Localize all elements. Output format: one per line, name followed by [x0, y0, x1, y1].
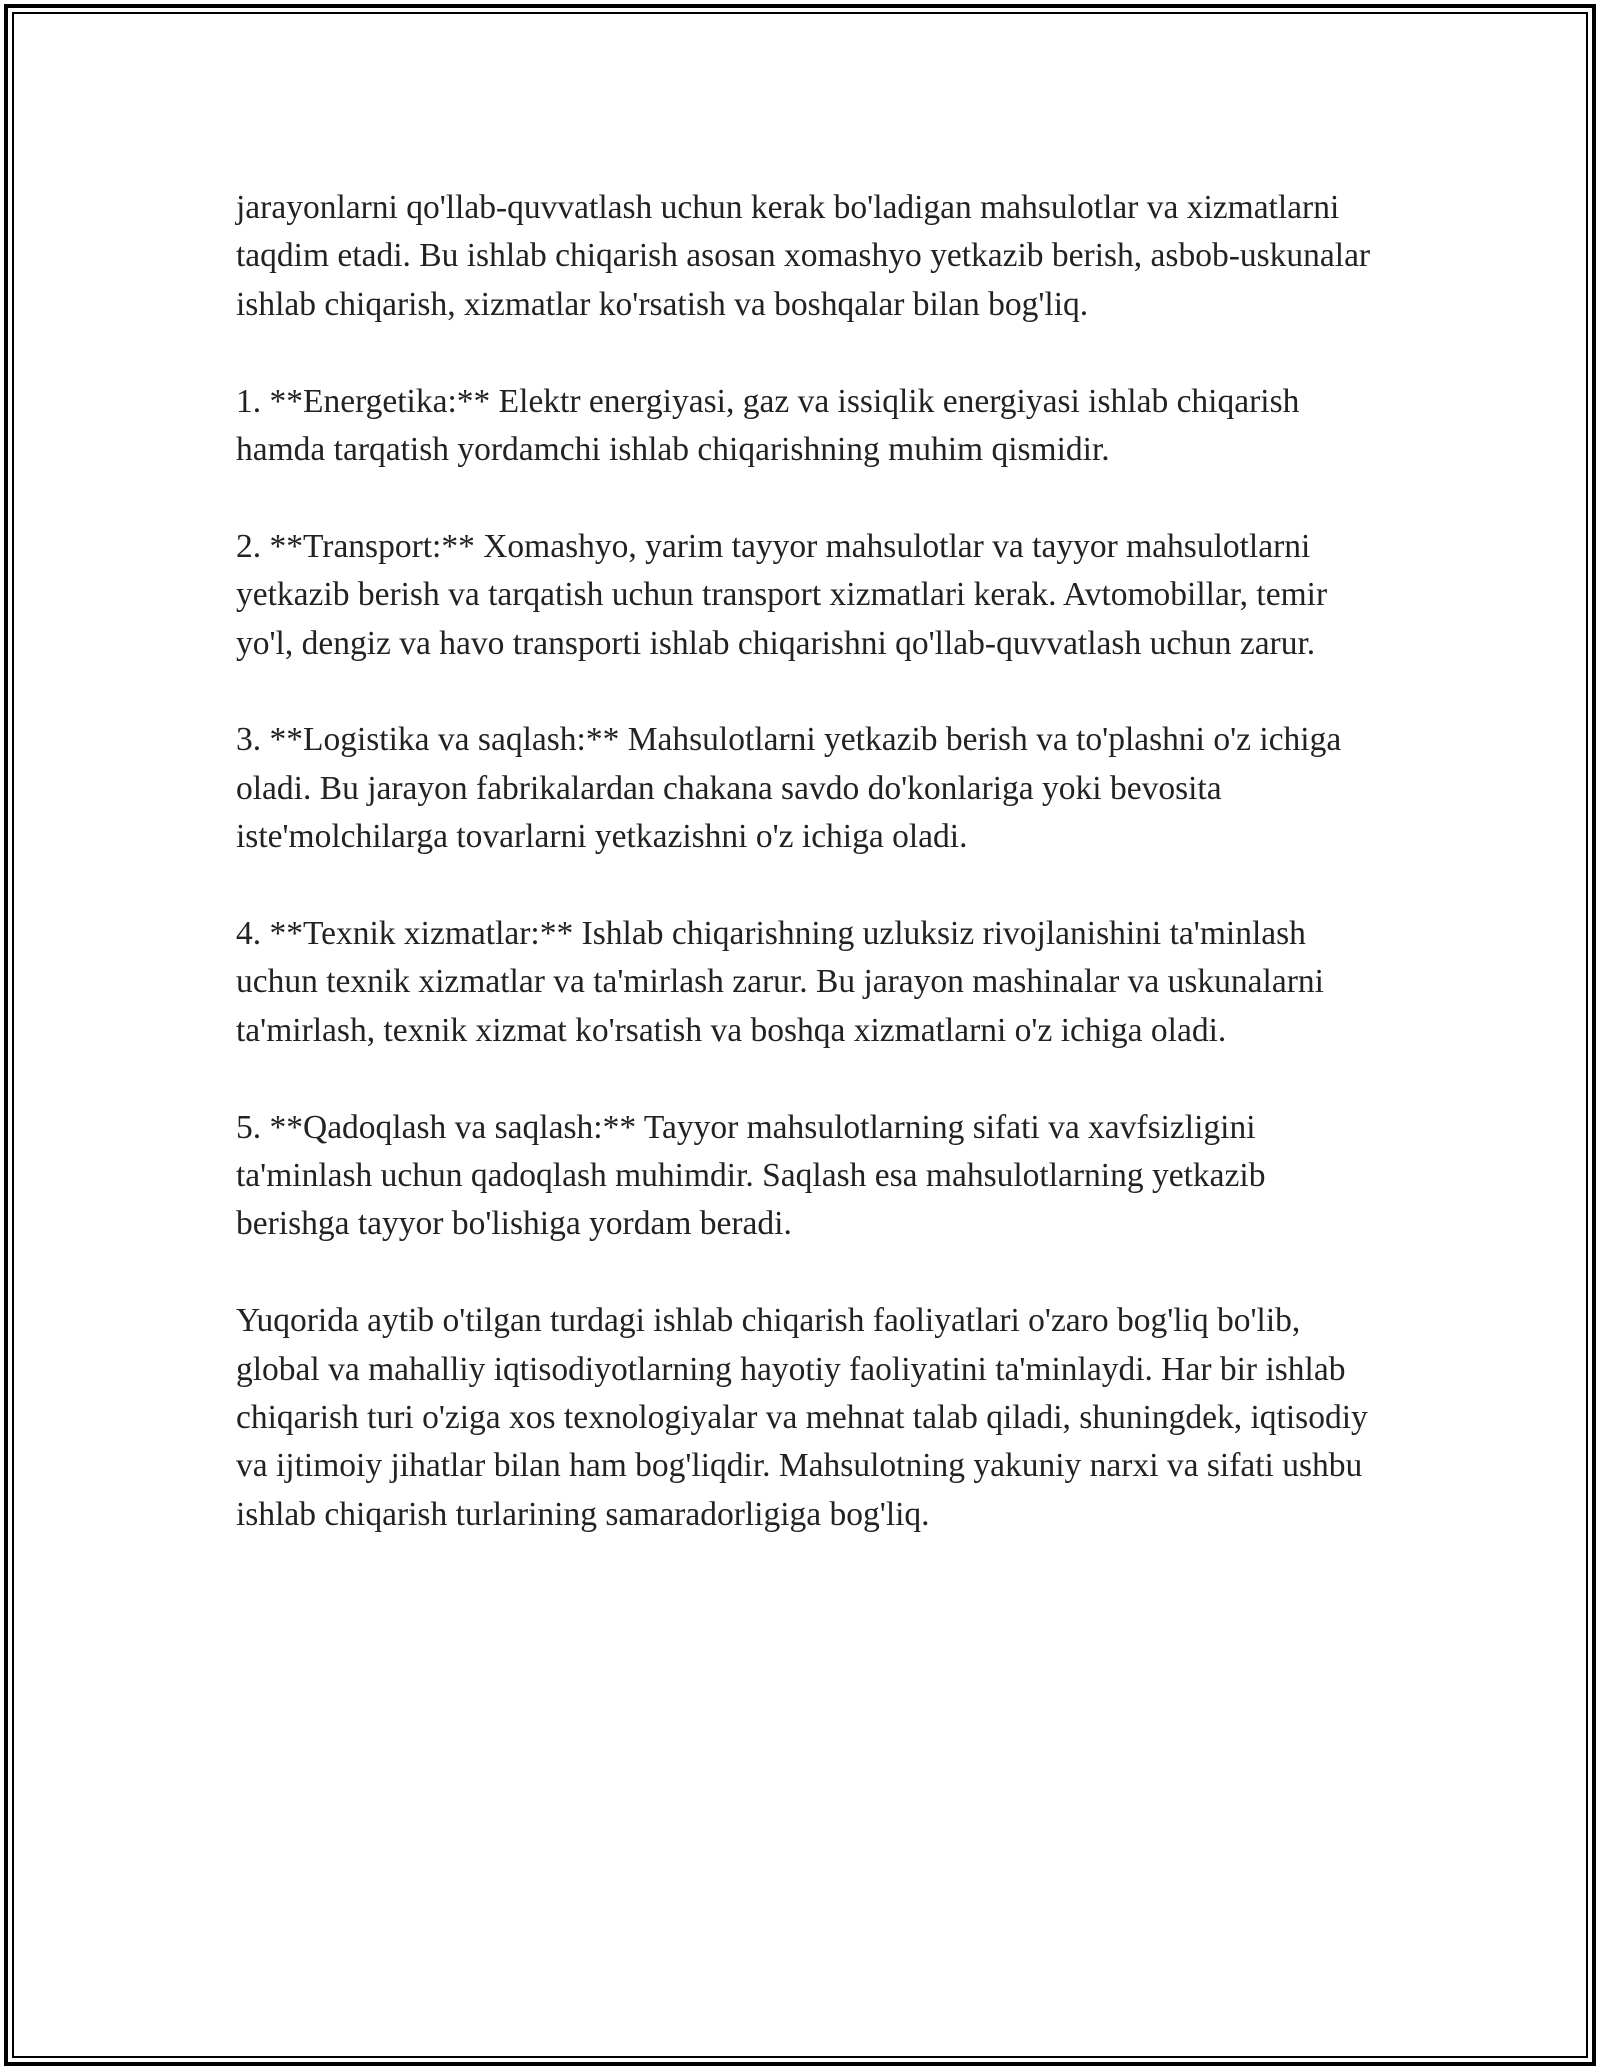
paragraph-energetika: 1. **Energetika:** Elektr energiyasi, gaz va issiqlik energiyasi ishlab chiqarish hamda tarqatish yordamchi ishlab chiqarishning muhim qismidir. [236, 382, 1300, 469]
paragraph-texnik-xizmatlar: 4. **Texnik xizmatlar:** Ishlab chiqarishning uzluksiz rivojlanishini ta'minlash uchun texnik xizmatlar va ta'mirlash zarur. Bu jarayon mashinalar va uskunalarni ta'mirlash, texnik xizmat ko'rsatish va boshqa xizmatlarni o'z ichiga oladi. [236, 915, 1324, 1049]
paragraph-conclusion: Yuqorida aytib o'tilgan turdagi ishlab chiqarish faoliyatlari o'zaro bog'liq bo'lib, global va mahalliy iqtisodiyotlarning hayotiy faoliyatini ta'minlaydi. Har bir ishlab chiqarish turi o'ziga xos texnologiyalar va mehnat talab qiladi, shuningdek, iqtisodiy va ijtimoiy jihatlar bilan ham bog'liqdir. Mahsulotning yakuniy narxi va sifati ushbu ishlab chiqarish turlarining samaradorligiga bog'liq. [236, 1302, 1368, 1533]
paragraph-qadoqlash: 5. **Qadoqlash va saqlash:** Tayyor mahsulotlarning sifati va xavfsizligini ta'minlash uchun qadoqlash muhimdir. Saqlash esa mahsulotlarning yetkazib berishga tayyor bo'lishiga yordam beradi. [236, 1108, 1266, 1243]
document-body [236, 184, 1376, 1588]
paragraph-logistika: 3. **Logistika va saqlash:** Mahsulotlarni yetkazib berish va to'plashni o'z ichiga oladi. Bu jarayon fabrikalardan chakana savdo do'konlariga yoki bevosita iste'molchilarga tovarlarni yetkazishni o'z ichiga oladi. [236, 721, 1342, 856]
paragraph-transport: 2. **Transport:** Xomashyo, yarim tayyor mahsulotlar va tayyor mahsulotlarni yetkazib berish va tarqatish uchun transport xizmatlari kerak. Avtomobillar, temir yo'l, dengiz va havo transporti ishlab chiqarishni qo'llab-quvvatlash uchun zarur. [236, 527, 1328, 662]
paragraph-intro: jarayonlarni qo'llab-quvvatlash uchun kerak bo'ladigan mahsulotlar va xizmatlarni taqdim etadi. Bu ishlab chiqarish asosan xomashyo yetkazib berish, asbob-uskunalar ishlab chiqarish, xizmatlar ko'rsatish va boshqalar bilan bog'liq. [236, 189, 1371, 323]
